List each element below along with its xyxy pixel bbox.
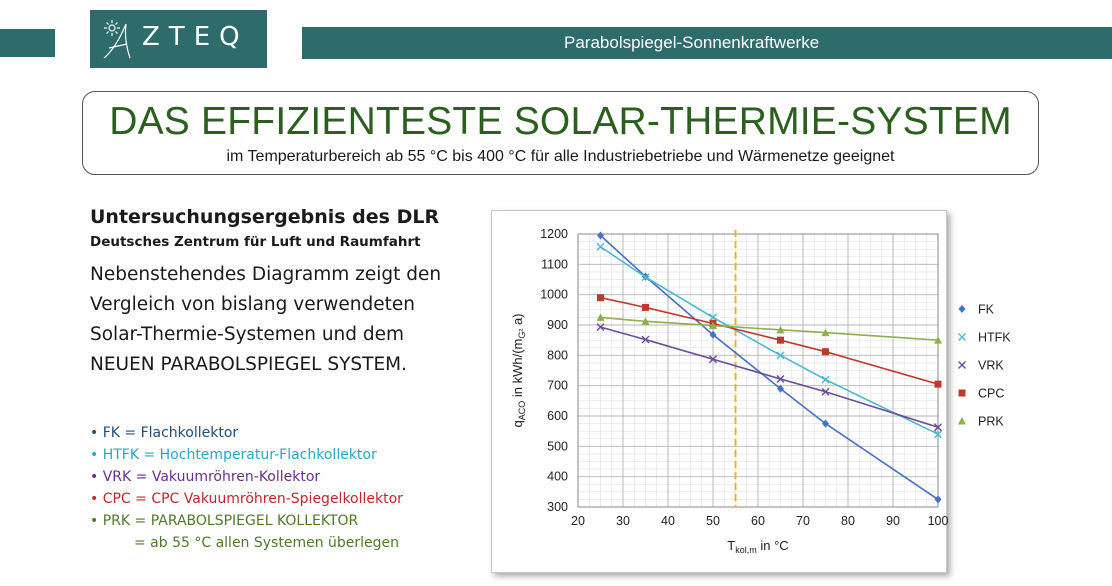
y-tick-label: 1200: [540, 227, 568, 241]
left-column: [90, 206, 480, 380]
list-item-prk: • PRK = PARABOLSPIEGEL KOLLEKTOR: [90, 513, 359, 529]
y-tick-label: 1100: [541, 257, 568, 272]
y-tick-label: 500: [547, 439, 568, 454]
x-tick-label: 20: [571, 514, 585, 528]
x-tick-label: 80: [841, 514, 855, 528]
list-item-vrk: • VRK = Vakuumröhren-Kollektor: [90, 469, 321, 485]
legend-label-cpc: CPC: [978, 386, 1005, 401]
y-tick-label: 1000: [540, 287, 568, 302]
legend-label-htfk: HTFK: [978, 330, 1011, 345]
headline-title: DAS EFFIZIENTESTE SOLAR-THERMIE-SYSTEM: [109, 100, 1012, 143]
y-tick-label: 700: [547, 378, 568, 393]
list-item-prk-note: = ab 55 °C allen Systemen überlegen: [134, 535, 400, 551]
headline-subtitle: im Temperaturbereich ab 55 °C bis 400 °C für alle Industriebetriebe und Wärmenetze geeignet: [226, 148, 895, 165]
data-point-fk: [935, 495, 942, 503]
y-tick-label: 600: [547, 409, 568, 423]
paragraph-line: Solar-Thermie-Systemen und dem: [90, 324, 405, 345]
data-point-cpc: [822, 348, 829, 355]
y-tick-label: 900: [547, 318, 568, 332]
legend-label-fk: FK: [978, 302, 994, 317]
legend-marker-fk: [959, 305, 966, 313]
x-axis-label: $T_{kol,m}$ in °C: [727, 538, 789, 555]
section-subheading: Deutsches Zentrum für Luft und Raumfahrt: [90, 234, 421, 250]
legend-label-vrk: VRK: [978, 358, 1004, 373]
logo-sun-icon: [100, 18, 140, 60]
legend-label-prk: PRK: [978, 414, 1004, 429]
y-tick-label: 400: [547, 469, 568, 484]
x-tick-label: 30: [616, 514, 630, 528]
x-tick-label: 50: [706, 514, 720, 528]
legend-marker-cpc: [959, 390, 966, 397]
x-tick-label: 90: [886, 514, 900, 528]
description-paragraph: [90, 260, 480, 380]
list-item-htfk: • HTFK = Hochtemperatur-Flachkollektor: [90, 447, 377, 463]
section-heading: Untersuchungsergebnis des DLR: [90, 206, 440, 228]
y-axis-label: $q_{ACO}$ in kWh/($m_{G^2}$ a): [510, 313, 527, 428]
banner-text: Parabolspiegel-Sonnenkraftwerke: [564, 33, 820, 52]
collector-legend-list: [90, 422, 403, 554]
logo: [90, 10, 267, 68]
x-tick-label: 100: [927, 514, 949, 528]
y-tick-label: 300: [547, 500, 568, 514]
paragraph-line: NEUEN PARABOLSPIEGEL SYSTEM.: [90, 354, 407, 375]
paragraph-line: Vergleich von bislang verwendeten: [90, 294, 415, 315]
legend-marker-prk: [958, 417, 966, 425]
x-tick-label: 60: [751, 514, 765, 528]
logo-text: ZTEQ: [142, 22, 249, 52]
x-tick-label: 70: [796, 514, 810, 528]
line-chart: [491, 210, 1011, 571]
header-bar-left: [0, 29, 55, 57]
data-point-cpc: [642, 304, 649, 311]
headline-box: [82, 91, 1039, 175]
list-item-cpc: • CPC = CPC Vakuumröhren-Spiegelkollektor: [90, 491, 403, 507]
paragraph-line: Nebenstehendes Diagramm zeigt den: [90, 264, 442, 285]
legend-marker-vrk: [959, 362, 966, 369]
y-tick-label: 800: [547, 348, 568, 363]
data-point-cpc: [597, 294, 604, 301]
legend-marker-htfk: [959, 334, 966, 341]
data-point-cpc: [777, 337, 784, 344]
data-point-cpc: [935, 381, 942, 388]
header-banner: [302, 27, 1112, 59]
list-item-fk: • FK = Flachkollektor: [90, 425, 239, 441]
x-tick-label: 40: [661, 514, 675, 528]
